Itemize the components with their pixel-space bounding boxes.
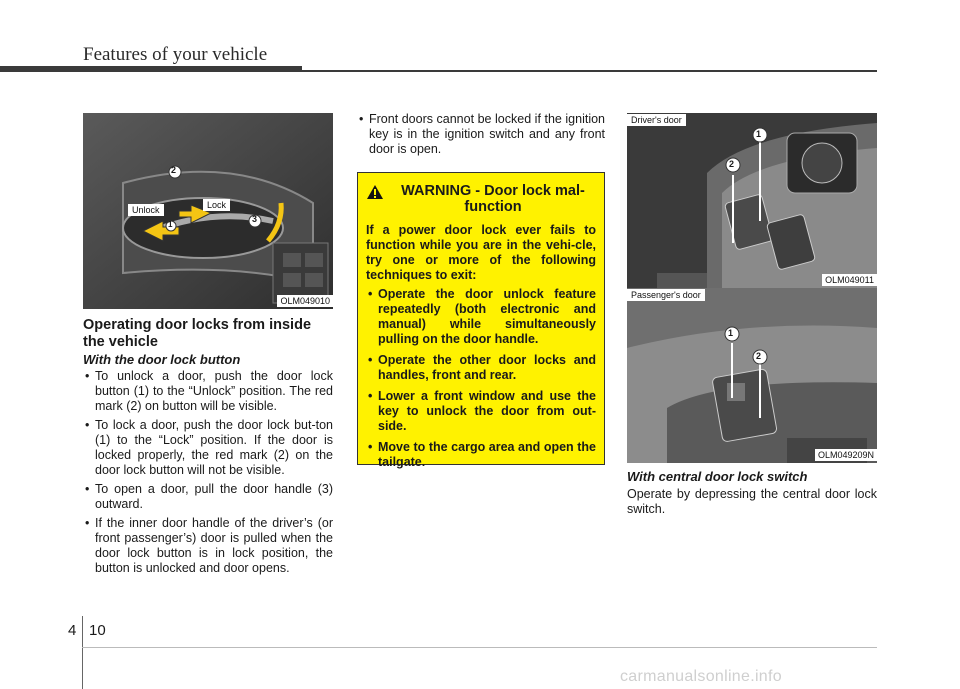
callout-1: 1	[756, 129, 762, 139]
list-item: • To open a door, pull the door handle (3) outward.	[83, 482, 333, 512]
callout-2: 2	[729, 159, 735, 169]
section-heading: Operating door locks from inside the vehicle	[83, 317, 312, 350]
callout-3: 3	[252, 214, 258, 224]
unlock-label: Unlock	[128, 204, 164, 216]
list-item: • Move to the cargo area and open the tailgate.	[366, 440, 596, 470]
watermark: carmanualsonline.info	[620, 668, 782, 685]
warning-title-row	[366, 183, 596, 215]
header-rule-thin	[302, 70, 877, 72]
drivers-door-label: Driver's door	[627, 114, 686, 126]
list-item: • Front doors cannot be locked if the ignition key is in the ignition switch and any front door is open.	[357, 112, 605, 157]
callout-2: 2	[756, 351, 762, 361]
list-item: • Operate the door unlock feature repeatedly (both electronic and manual) while simultaneously pulling on the door handle.	[366, 287, 596, 347]
footer-rule-horizontal	[82, 647, 877, 648]
warning-list	[366, 287, 596, 470]
drivers-door-photo	[627, 113, 877, 288]
passengers-door-photo	[627, 288, 877, 463]
warning-box	[357, 172, 605, 469]
door-handle-photo	[83, 113, 333, 309]
warning-triangle-icon	[366, 184, 384, 200]
door-lock-instructions	[83, 369, 333, 580]
figure-code: OLM049011	[822, 274, 877, 286]
figure-code: OLM049010	[277, 295, 333, 307]
drivers-door-switch-illustration	[627, 113, 877, 288]
list-item: • To unlock a door, push the door lock button (1) to the “Unlock” position. The red mark (2) on button will be visible.	[83, 369, 333, 414]
list-item: • Lower a front window and use the key to unlock the door from out-side.	[366, 389, 596, 434]
callout-2: 2	[171, 165, 177, 175]
door-handle-illustration	[83, 113, 333, 309]
header-title: Features of your vehicle	[83, 44, 268, 65]
subheading-door-lock-button: With the door lock button	[83, 352, 241, 367]
callout-1: 1	[728, 328, 734, 338]
list-item: • Operate the other door locks and handles, front and rear.	[366, 353, 596, 383]
front-door-note	[357, 112, 605, 161]
chapter-number: 4	[68, 622, 77, 639]
central-switch-text: Operate by depressing the central door lock switch.	[627, 487, 877, 516]
figure-code: OLM049209N	[815, 449, 877, 461]
warning-intro: If a power door lock ever fails to function while you are in the vehi-cle, try one or more of the following techniques to exit:	[366, 223, 596, 282]
page-number: 10	[89, 622, 106, 639]
list-item: • To lock a door, push the door lock but-ton (1) to the “Lock” position. If the door is locked properly, the red mark (2) on the door lock button will not be visible.	[83, 418, 333, 478]
lock-label: Lock	[203, 199, 230, 211]
passengers-door-label: Passenger's door	[627, 289, 705, 301]
header-rule-thick	[0, 66, 302, 72]
footer-rule-vertical	[82, 616, 83, 689]
callout-1: 1	[168, 220, 173, 229]
list-item: • If the inner door handle of the driver’s (or front passenger’s) door is pulled when the door lock button is in lock position, the button is unlocked and door opens.	[83, 516, 333, 576]
subheading-central-switch: With central door lock switch	[627, 469, 808, 484]
passengers-door-switch-illustration	[627, 288, 877, 463]
warning-title: WARNING - Door lock mal-function	[401, 183, 585, 215]
